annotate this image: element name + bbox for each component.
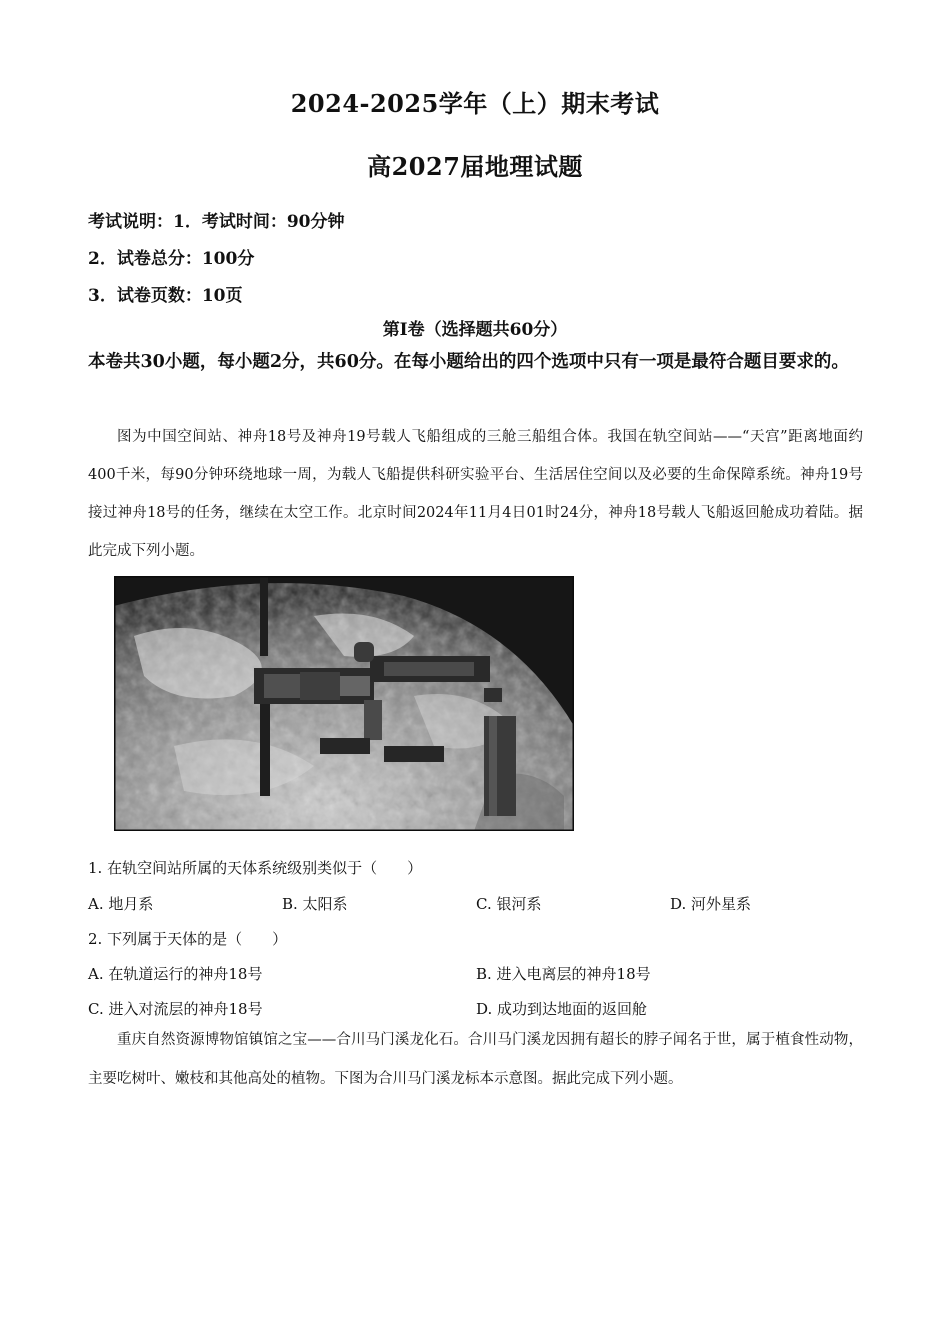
question-2-option-c[interactable]: C. 进入对流层的神舟18号 [88, 1000, 263, 1018]
exam-subtitle: 高2027届地理试题 [367, 152, 583, 181]
question-2-option-a[interactable]: A. 在轨道运行的神舟18号 [88, 965, 263, 983]
question-1-option-b[interactable]: B. 太阳系 [282, 895, 348, 913]
question-1-stem: 1. 在轨空间站所属的天体系统级别类似于（ ） [88, 859, 423, 877]
exam-title: 2024-2025学年（上）期末考试 [290, 89, 660, 118]
exam-info-pages: 3．试卷页数：10页 [88, 286, 243, 306]
question-2-option-b[interactable]: B. 进入电离层的神舟18号 [476, 965, 651, 983]
space-station-photo [114, 576, 574, 831]
section-title: 第Ⅰ卷（选择题共60分） [382, 320, 568, 340]
exam-info-score: 2．试卷总分：100分 [88, 249, 255, 269]
passage-dinosaur: 重庆自然资源博物馆镇馆之宝——合川马门溪龙化石。合川马门溪龙因拥有超长的脖子闻名于世，属于植食性动物，主要吃树叶、嫩枝和其他高处的植物。下图为合川马门溪龙标本示意图。据此完成下列小题。 [88, 1032, 863, 1087]
section-intro: 本卷共30小题，每小题2分，共60分。在每小题给出的四个选项中只有一项是最符合题目要求的。 [88, 352, 849, 372]
question-1-option-a[interactable]: A. 地月系 [88, 895, 154, 913]
question-2-stem: 2. 下列属于天体的是（ ） [88, 930, 288, 948]
question-1-option-d[interactable]: D. 河外星系 [670, 895, 752, 913]
question-1-option-c[interactable]: C. 银河系 [476, 895, 542, 913]
exam-info-time: 考试说明：1．考试时间：90分钟 [88, 212, 345, 232]
question-2-option-d[interactable]: D. 成功到达地面的返回舱 [476, 1000, 648, 1018]
passage-space-station: 图为中国空间站、神舟18号及神舟19号载人飞船组成的三舱三船组合体。我国在轨空间站——“天宫”距离地面约400千米，每90分钟环绕地球一周，为载人飞船提供科研实验平台、生活居住空间以及必要的生命保障系统。神舟19号接过神舟18号的任务，继续在太空工作。北京时间2024年11月4日01时24分，神舟18号载人飞船返回舱成功着陆。据此完成下列小题。 [88, 429, 863, 559]
